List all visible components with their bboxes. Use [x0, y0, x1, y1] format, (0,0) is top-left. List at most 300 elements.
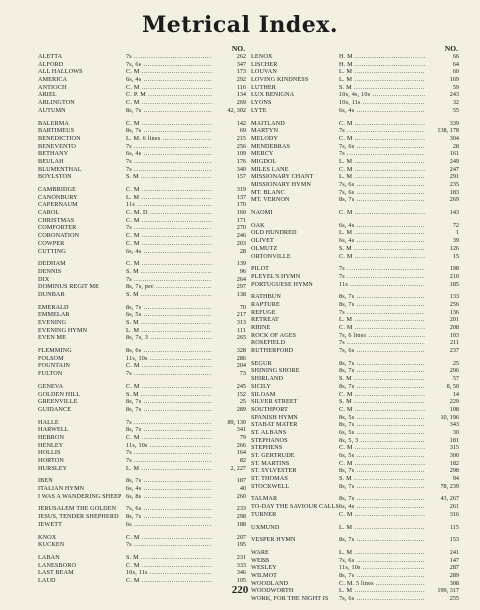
index-entry: [251, 281, 459, 289]
index-entry: [38, 334, 246, 342]
index-entry: [38, 53, 246, 61]
hymn-number: 39: [452, 237, 459, 245]
meter: 6s, 4s .....: [126, 150, 212, 158]
tune-name: GREENVILLE: [38, 398, 78, 406]
hymn-number: 204: [236, 362, 246, 370]
hymn-number: 89, 130: [227, 418, 246, 426]
meter: 8s, 7s .....: [126, 513, 212, 521]
index-entry: [251, 61, 459, 69]
hymn-number: 32: [452, 99, 459, 107]
meter: 8s, 5, 3 .....: [339, 437, 425, 445]
meter: 10s, 4s, 10s .....: [339, 91, 425, 99]
tune-name: EMERALD: [38, 303, 69, 311]
meter: L. M .....: [339, 76, 425, 84]
tune-name: AUTUMN: [38, 106, 66, 114]
tune-name: EVENING: [38, 319, 67, 326]
index-entry: [251, 229, 459, 237]
meter: 6s, 4s .....: [126, 248, 212, 256]
tune-name: FOLSOM: [38, 354, 64, 362]
meter: 8s, 7s .....: [339, 383, 425, 391]
meter: C. M .....: [126, 68, 212, 76]
tune-name: SHINING SHORE: [251, 367, 300, 375]
tune-name: OLIVET: [251, 237, 274, 245]
index-entry: [38, 562, 246, 570]
tune-name: IBEN: [38, 477, 53, 485]
index-entry: [251, 367, 459, 375]
index-entry: [251, 549, 459, 557]
meter: C. M .....: [339, 209, 425, 217]
index-entry: [251, 181, 459, 189]
hymn-number: 208: [449, 324, 459, 331]
tune-name: GENEVA: [38, 382, 64, 390]
tune-name: LANESBORO: [38, 561, 77, 569]
index-entry: [38, 442, 246, 450]
tune-name: SPANISH HYMN: [251, 413, 298, 421]
meter: 8s, 7s .....: [339, 483, 425, 491]
index-entry: [38, 513, 246, 521]
tune-name: COMFORTER: [38, 224, 77, 232]
index-entry: [38, 391, 246, 399]
index-entry: [38, 186, 246, 194]
tune-name: ARIEL: [38, 91, 57, 99]
hymn-number: 291: [449, 173, 459, 181]
hymn-number: 269: [449, 196, 459, 204]
meter: 7s, 6s .....: [126, 505, 212, 513]
index-entry: [38, 554, 246, 562]
tune-name: LAST BEAM: [38, 569, 74, 577]
hymn-number: 15: [452, 252, 459, 260]
meter: C. M .....: [126, 186, 212, 194]
meter: 6s, 4s .....: [126, 485, 212, 493]
meter: 8s, 7s .....: [339, 293, 425, 301]
tune-name: OLMUTZ: [251, 244, 278, 252]
index-entry: [38, 76, 246, 84]
tune-name: FULTON: [38, 370, 63, 378]
hymn-number: 115: [449, 523, 459, 531]
hymn-number: 198: [449, 265, 459, 273]
hymn-number: 133: [449, 293, 459, 301]
tune-name: LISCHER: [251, 60, 278, 68]
tune-name: BOYLSTON: [38, 173, 72, 181]
index-entry: [251, 68, 459, 76]
index-entry: [251, 595, 459, 603]
index-entry: [251, 383, 459, 391]
index-entry: [251, 339, 459, 347]
hymn-number: 1: [455, 229, 459, 237]
meter: C. M .....: [126, 240, 212, 248]
tune-name: DOMINUS REGIT ME: [38, 283, 99, 291]
index-entry: [38, 304, 246, 312]
tune-name: LUX BENIGNA: [251, 91, 295, 99]
tune-name: LOUVAN: [251, 68, 277, 76]
meter: S. M .....: [339, 245, 425, 253]
hymn-number: 241: [449, 548, 459, 556]
meter: S. M .....: [339, 375, 425, 383]
tune-name: WOODLAND: [251, 579, 289, 587]
index-entry: [251, 91, 459, 99]
meter: 7s .....: [339, 127, 425, 135]
index-entry: [38, 143, 246, 151]
column-header-label: NO.: [444, 44, 458, 53]
meter: 8s, 7s, 3 .....: [126, 334, 212, 342]
hymn-number: 235: [449, 181, 459, 188]
meter: 7s .....: [126, 541, 212, 549]
index-entry: [251, 511, 459, 519]
meter: 7s .....: [126, 158, 212, 166]
column-header-no: [251, 44, 459, 53]
meter: 6s, 5s .....: [339, 429, 425, 437]
hymn-number: 266: [236, 441, 246, 449]
meter: C. M .....: [126, 534, 212, 542]
tune-name: MISSIONARY CHANT: [251, 173, 314, 181]
tune-name: ST. MARTINS: [251, 459, 290, 467]
meter: C. M .....: [126, 577, 212, 585]
hymn-number: 237: [449, 347, 459, 355]
meter: S. M .....: [126, 173, 212, 181]
meter: S. M .....: [126, 291, 212, 299]
meter: 6s, 5s .....: [126, 311, 212, 319]
meter: 7s .....: [126, 449, 212, 457]
index-entry: [38, 319, 246, 327]
meter: L. M .....: [339, 316, 425, 324]
tune-name: GOLDEN HILL: [38, 390, 81, 398]
page-title: Metrical Index.: [141, 12, 339, 38]
hymn-number: 286: [236, 354, 246, 362]
hymn-number: 28: [452, 142, 459, 150]
meter: 10s, 11s .....: [339, 99, 425, 107]
hymn-number: 25: [452, 359, 459, 367]
index-entry: [38, 534, 246, 542]
index-entry: [38, 166, 246, 174]
tune-name: STOCKWELL: [251, 482, 290, 490]
tune-name: MERCY: [251, 150, 274, 158]
meter: 7s, 6s .....: [339, 347, 425, 355]
hymn-number: 207: [236, 533, 246, 541]
index-entry: [251, 84, 459, 92]
hymn-number: 96: [239, 267, 246, 275]
index-entry: [251, 557, 459, 565]
hymn-number: 164: [236, 449, 246, 457]
meter: 7s .....: [339, 309, 425, 317]
meter: 7s .....: [339, 265, 425, 273]
tune-name: MARTYN: [251, 127, 279, 135]
meter: 8s, 5s .....: [339, 414, 425, 422]
index-entry: [38, 232, 246, 240]
hymn-number: 59: [452, 83, 459, 91]
meter: C. M .....: [126, 120, 212, 128]
hymn-number: 14: [452, 390, 459, 398]
tune-name: ARLINGTON: [38, 99, 75, 107]
index-entry: [38, 485, 246, 493]
index-entry: [251, 316, 459, 324]
index-entry: [38, 99, 246, 107]
hymn-number: 347: [236, 60, 246, 68]
index-entry: [251, 391, 459, 399]
index-entry: [38, 383, 246, 391]
meter: C. M .....: [339, 135, 425, 143]
meter: 8s, 7s .....: [339, 467, 425, 475]
tune-name: CHRISTMAS: [38, 216, 75, 224]
tune-name: VESPER HYMN: [251, 536, 296, 544]
hymn-number: 319: [236, 186, 246, 193]
meter: S. M .....: [126, 319, 212, 327]
tune-name: I WAS A WANDERING SHEEP: [38, 492, 122, 500]
hymn-number: 247: [449, 165, 459, 173]
meter: 8s, 7s .....: [339, 196, 425, 204]
hymn-number: 203: [236, 239, 246, 247]
hymn-number: 171: [236, 216, 246, 224]
index-entry: [251, 253, 459, 261]
index-entry: [251, 173, 459, 181]
index-entry: [38, 426, 246, 434]
tune-name: MILES LANE: [251, 165, 289, 173]
hymn-number: 297: [236, 283, 246, 291]
meter: S. M .....: [126, 554, 212, 562]
index-entry: [38, 91, 246, 99]
hymn-number: 138, 178: [437, 127, 459, 135]
hymn-number: 111: [237, 326, 246, 334]
index-entry: [38, 477, 246, 485]
tune-name: CORONATION: [38, 232, 80, 240]
tune-name: TO-DAY THE SAVIOUR CALLS: [251, 503, 339, 511]
hymn-number: 298: [449, 467, 459, 475]
tune-name: ST. ALBANS: [251, 428, 287, 436]
tune-name: SHIRLAND: [251, 375, 284, 383]
meter: C. M .....: [126, 232, 212, 240]
hymn-number: 199, 317: [437, 587, 459, 595]
index-entry: [38, 240, 246, 248]
meter: 8s, 6s .....: [126, 347, 212, 355]
meter: 7s .....: [126, 166, 212, 174]
meter: C. M .....: [339, 511, 425, 519]
tune-name: MISSIONARY HYMN: [251, 181, 311, 188]
tune-name: UXMUND: [251, 523, 280, 531]
index-entry: [38, 370, 246, 378]
index-entry: [251, 495, 459, 503]
index-entry: [38, 120, 246, 128]
tune-name: JESUS, TENDER SHEPHERD: [38, 513, 119, 521]
tune-name: SILVER STREET: [251, 398, 298, 406]
hymn-number: 308: [449, 579, 459, 587]
hymn-number: 300: [449, 452, 459, 459]
tune-name: JERUSALEM THE GOLDEN: [38, 505, 117, 513]
meter: C. M .....: [339, 444, 425, 452]
index-entry: [38, 276, 246, 284]
hymn-number: 333: [236, 561, 246, 569]
index-entry: [251, 293, 459, 301]
tune-name: TURNER: [251, 510, 277, 518]
tune-name: SEGUR: [251, 359, 272, 367]
meter: 7s .....: [126, 143, 212, 151]
index-entry: [38, 449, 246, 457]
meter: C. M .....: [339, 324, 425, 332]
index-entry: [251, 135, 459, 143]
index-entry: [38, 493, 246, 501]
right-groups: [251, 53, 459, 603]
meter: 8s, 7s .....: [126, 304, 212, 312]
hymn-number: 142: [236, 119, 246, 127]
tune-name: DENNIS: [38, 267, 62, 275]
hymn-number: 287: [449, 564, 459, 572]
index-entry: [38, 291, 246, 299]
meter: 7s, 6 lines .....: [339, 332, 425, 340]
hymn-number: 233: [236, 505, 246, 513]
hymn-number: 55: [452, 106, 459, 114]
index-entry: [38, 434, 246, 442]
hymn-number: 188: [236, 520, 246, 528]
hymn-number: 231: [236, 553, 246, 561]
meter: 8s, 7s .....: [339, 495, 425, 503]
index-entry: [251, 324, 459, 332]
left-column: [38, 44, 246, 585]
tune-name: STEPHENS: [251, 444, 283, 452]
tune-name: ITALIAN HYMN: [38, 485, 85, 493]
hymn-number: 245: [236, 382, 246, 390]
hymn-number: 139: [236, 260, 246, 268]
hymn-number: 210: [449, 272, 459, 280]
hymn-number: 260: [236, 492, 246, 500]
hymn-number: 69: [239, 127, 246, 135]
hymn-number: 169: [449, 76, 459, 84]
tune-name: LYTE: [251, 106, 267, 114]
hymn-number: 201: [449, 316, 459, 324]
hymn-number: 108: [449, 405, 459, 413]
meter: C. M .....: [339, 460, 425, 468]
tune-name: ST. GERTRUDE: [251, 452, 295, 459]
meter: L. M .....: [339, 549, 425, 557]
meter: 7s, 6s .....: [126, 61, 212, 69]
hymn-number: 43, 267: [440, 495, 459, 503]
meter: L. M .....: [339, 587, 425, 595]
tune-name: WARE: [251, 548, 269, 556]
hymn-number: 261: [449, 503, 459, 511]
meter: S. M .....: [339, 84, 425, 92]
hymn-number: 64: [452, 60, 459, 68]
meter: 8s, 7s .....: [339, 301, 425, 309]
index-entry: [38, 135, 246, 143]
meter: L. M .....: [126, 465, 212, 473]
index-entry: [38, 311, 246, 319]
tune-name: HENLEY: [38, 441, 64, 449]
meter: 6s .....: [126, 521, 212, 529]
hymn-number: 173: [236, 68, 246, 76]
meter: 11s, 10s .....: [126, 442, 212, 450]
tune-name: RHINE: [251, 324, 271, 331]
index-entry: [251, 467, 459, 475]
index-entry: [251, 273, 459, 281]
tune-name: RETREAT: [251, 316, 279, 324]
index-entry: [251, 414, 459, 422]
hymn-number: 152: [236, 390, 246, 398]
index-entry: [38, 260, 246, 268]
tune-name: ORTONVILLE: [251, 252, 291, 260]
index-entry: [251, 143, 459, 151]
hymn-number: 78, 239: [440, 482, 459, 490]
meter: S. M .....: [126, 391, 212, 399]
index-entry: [38, 209, 246, 217]
meter: 7s, 6s .....: [339, 189, 425, 197]
tune-name: HORTON: [38, 457, 64, 464]
meter: 11s, 10s .....: [339, 564, 425, 572]
meter: C. M .....: [339, 391, 425, 399]
meter: 7s .....: [126, 370, 212, 378]
hymn-number: 255: [449, 595, 459, 602]
tune-name: BLUMENTHAL: [38, 165, 82, 173]
meter: 8s, 7s .....: [339, 572, 425, 580]
hymn-number: 304: [449, 134, 459, 142]
index-entry: [251, 76, 459, 84]
tune-name: WORK, FOR THE NIGHT IS: [251, 595, 329, 602]
hymn-number: 109: [236, 150, 246, 158]
index-entry: [38, 224, 246, 232]
tune-name: LOVING KINDNESS: [251, 76, 309, 84]
meter: S. M .....: [339, 475, 425, 483]
tune-name: LABAN: [38, 553, 60, 561]
tune-name: COWPER: [38, 239, 65, 247]
hymn-number: 66: [452, 53, 459, 60]
meter: C. M. D .....: [126, 209, 212, 217]
meter: 8s, 7s .....: [339, 360, 425, 368]
tune-name: DEDHAM: [38, 260, 66, 268]
hymn-number: 256: [449, 300, 459, 308]
index-entry: [38, 347, 246, 355]
meter: 11s, 10s .....: [126, 355, 212, 363]
hymn-number: 105: [236, 576, 246, 584]
meter: L. M .....: [339, 173, 425, 181]
hymn-number: 246: [236, 232, 246, 240]
index-entry: [38, 150, 246, 158]
tune-name: BETHANY: [38, 150, 69, 158]
tune-name: ALL HALLOWS: [38, 68, 83, 76]
meter: 7s, 6s .....: [339, 595, 425, 603]
meter: S. M .....: [126, 268, 212, 276]
meter: 11s .....: [126, 201, 212, 209]
meter: C. M .....: [126, 260, 212, 268]
tune-name: MELODY: [251, 134, 279, 142]
meter: 6s, 8s .....: [126, 493, 212, 501]
tune-name: RUTHERFORD: [251, 347, 294, 355]
tune-name: ANTIOCH: [38, 83, 67, 91]
tune-name: PILOT: [251, 265, 270, 273]
tune-name: GUIDANCE: [38, 405, 72, 413]
hymn-number: 10, 196: [440, 413, 459, 421]
tune-name: HEBRON: [38, 433, 65, 441]
meter: 8s, 7s, pec .....: [126, 283, 212, 291]
index-entry: [38, 362, 246, 370]
tune-name: WOODWORTH: [251, 587, 294, 595]
meter: 7s .....: [339, 150, 425, 158]
hymn-number: 60: [452, 68, 459, 76]
index-entry: [38, 84, 246, 92]
hymn-number: 315: [449, 444, 459, 452]
meter: C. M .....: [126, 217, 212, 225]
index-entry: [38, 201, 246, 209]
hymn-number: 343: [449, 421, 459, 429]
hymn-number: 256: [236, 142, 246, 150]
index-entry: [38, 569, 246, 577]
hymn-number: 243: [449, 91, 459, 99]
index-entry: [251, 196, 459, 204]
tune-name: TALMAR: [251, 495, 278, 503]
meter: C. M .....: [339, 120, 425, 128]
tune-name: DIX: [38, 275, 50, 283]
index-entry: [38, 194, 246, 202]
meter: C. M .....: [126, 99, 212, 107]
hymn-number: 264: [236, 275, 246, 283]
index-entry: [38, 268, 246, 276]
index-entry: [251, 398, 459, 406]
index-entry: [251, 309, 459, 317]
